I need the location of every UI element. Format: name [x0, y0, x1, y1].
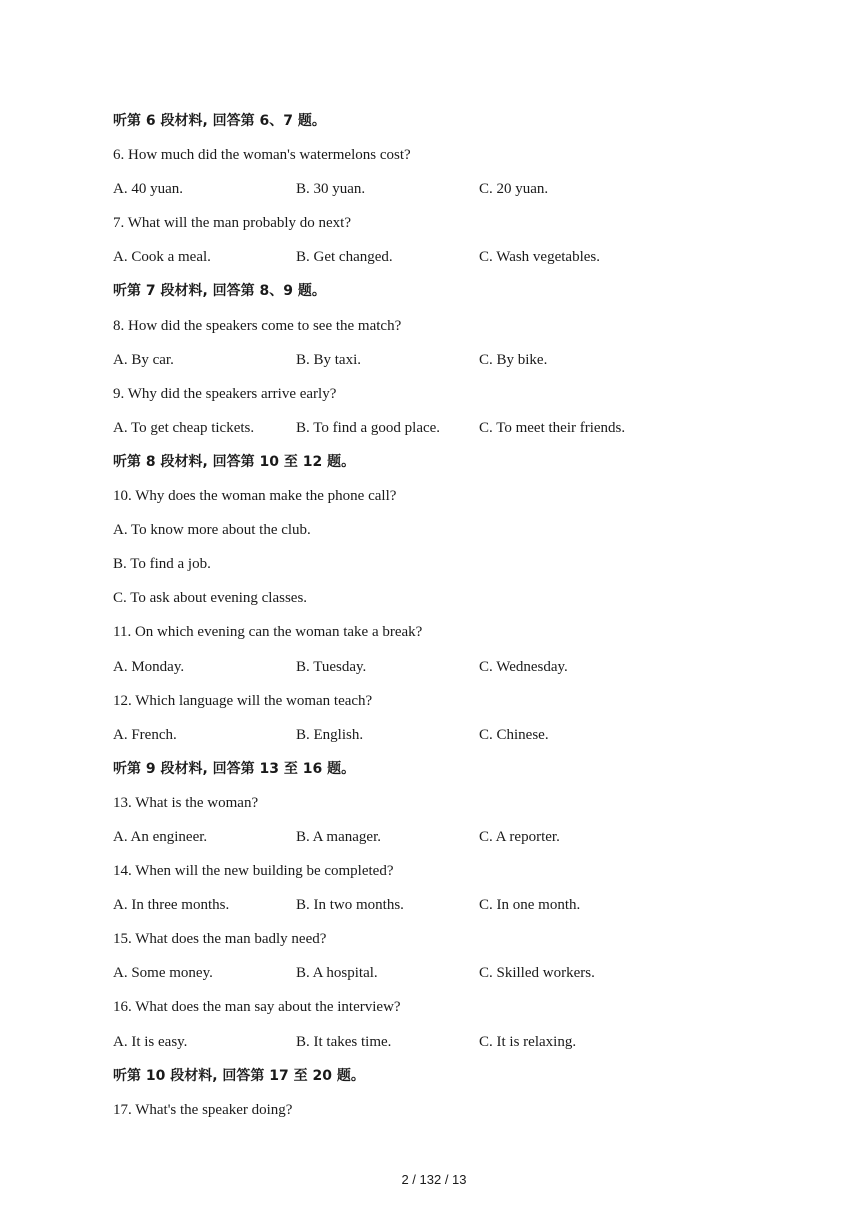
option-b: B. By taxi. — [296, 351, 362, 368]
option-b: B. Get changed. — [296, 249, 393, 266]
option-c: C. By bike. — [479, 351, 548, 368]
options-row — [113, 349, 813, 383]
option-a: A. Some money. — [113, 965, 213, 982]
option-a: A. In three months. — [113, 897, 230, 914]
option-a: A. Cook a meal. — [113, 249, 211, 266]
option-c: C. It is relaxing. — [479, 1033, 577, 1050]
option-a: A. Monday. — [113, 658, 185, 675]
question-text: 11. On which evening can the woman take a break? — [113, 624, 423, 641]
question-text: 16. What does the man say about the interview? — [113, 999, 401, 1016]
options-row — [113, 826, 813, 860]
option-c: C. 20 yuan. — [479, 181, 549, 198]
section-heading: 听第 8 段材料, 回答第 10 至 12 题。 — [113, 453, 356, 470]
option-b: B. English. — [296, 726, 364, 743]
question-text: 10. Why does the woman make the phone call? — [113, 488, 397, 505]
option-b: B. A hospital. — [296, 965, 378, 982]
option-a: A. It is easy. — [113, 1033, 188, 1050]
option-c: C. Chinese. — [479, 726, 549, 743]
options-row — [113, 417, 813, 451]
options-row — [113, 962, 813, 996]
options-row — [113, 894, 813, 928]
page-number: 2 / 132 / 13 — [401, 1172, 467, 1187]
section-heading: 听第 9 段材料, 回答第 13 至 16 题。 — [113, 760, 356, 777]
option-a: A. To know more about the club. — [113, 522, 311, 539]
question-text: 17. What's the speaker doing? — [113, 1101, 293, 1118]
option-c: C. Wash vegetables. — [479, 249, 600, 266]
options-row — [113, 178, 813, 212]
options-row — [113, 724, 813, 758]
question-text: 9. Why did the speakers arrive early? — [113, 385, 337, 402]
section-heading: 听第 10 段材料, 回答第 17 至 20 题。 — [113, 1067, 365, 1084]
option-b: B. To find a job. — [113, 556, 211, 573]
options-row — [113, 1031, 813, 1065]
question-text: 14. When will the new building be completed? — [113, 863, 394, 880]
option-a: A. 40 yuan. — [113, 181, 183, 198]
option-a: A. By car. — [113, 351, 174, 368]
option-a: A. To get cheap tickets. — [113, 419, 255, 436]
option-b: B. To find a good place. — [296, 419, 441, 436]
question-text: 13. What is the woman? — [113, 794, 259, 811]
option-c: C. To meet their friends. — [479, 419, 626, 436]
option-c: C. Wednesday. — [479, 658, 568, 675]
option-c: C. To ask about evening classes. — [113, 590, 308, 607]
option-a: A. French. — [113, 726, 177, 743]
option-b: B. Tuesday. — [296, 658, 367, 675]
question-text: 7. What will the man probably do next? — [113, 215, 352, 232]
option-c: C. In one month. — [479, 897, 581, 914]
question-text: 12. Which language will the woman teach? — [113, 692, 373, 709]
question-text: 15. What does the man badly need? — [113, 931, 327, 948]
section-heading: 听第 7 段材料, 回答第 8、9 题。 — [113, 283, 326, 300]
option-b: B. 30 yuan. — [296, 181, 366, 198]
options-row — [113, 656, 813, 690]
option-c: C. Skilled workers. — [479, 965, 595, 982]
section-heading: 听第 6 段材料, 回答第 6、7 题。 — [113, 113, 326, 129]
option-b: B. A manager. — [296, 828, 381, 845]
document-body — [113, 110, 813, 1133]
option-a: A. An engineer. — [113, 828, 208, 845]
question-text: 6. How much did the woman's watermelons cost? — [113, 147, 411, 164]
option-c: C. A reporter. — [479, 828, 560, 845]
option-b: B. It takes time. — [296, 1033, 392, 1050]
option-b: B. In two months. — [296, 897, 404, 914]
options-row — [113, 246, 813, 280]
question-text: 8. How did the speakers come to see the match? — [113, 317, 402, 334]
